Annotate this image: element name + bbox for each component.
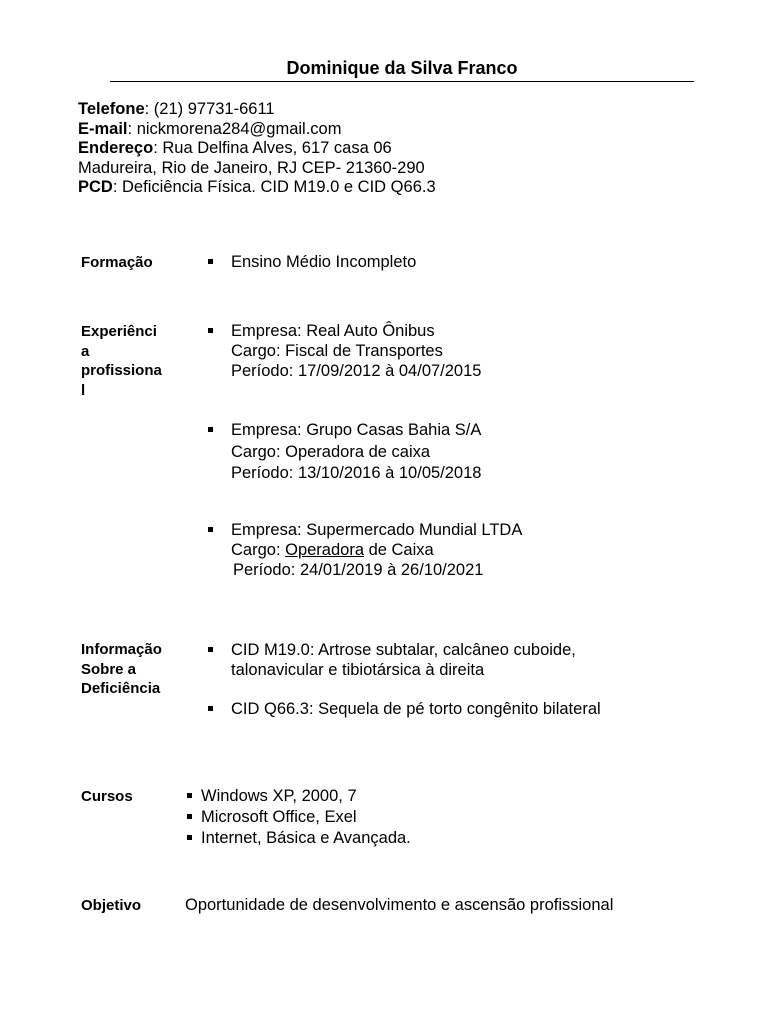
label-line: profissiona: [81, 362, 162, 379]
bullet-square-icon: [187, 793, 192, 798]
job-period: Período: 24/01/2019 à 26/10/2021: [233, 561, 484, 579]
list-item: [208, 252, 416, 272]
job-role-underlined: Operadora: [285, 541, 364, 559]
list-item: [187, 786, 411, 807]
section-label-objetivo: Objetivo: [81, 897, 142, 914]
list-item: [208, 520, 522, 540]
job-company: Empresa: Supermercado Mundial LTDA: [231, 521, 523, 539]
objetivo-text: Oportunidade de desenvolvimento e ascensão profissional: [185, 896, 614, 914]
job-role: Cargo: Fiscal de Transportes: [231, 342, 443, 360]
bullet-square-icon: [208, 328, 213, 333]
bullet-square-icon: [187, 814, 192, 819]
list-item: [208, 640, 576, 660]
label-line: Informação: [81, 641, 162, 658]
formacao-list: [208, 252, 416, 272]
bullet-square-icon: [187, 835, 192, 840]
section-label-cursos: Cursos: [81, 788, 133, 805]
bullet-square-icon: [208, 527, 213, 532]
bullet-square-icon: [208, 259, 213, 264]
job-role-prefix: Cargo:: [231, 541, 286, 559]
job-role: [208, 540, 522, 560]
label-line: Deficiência: [81, 680, 161, 697]
list-item: [187, 828, 411, 849]
deficiency-item: [208, 640, 576, 680]
job-entry: [208, 520, 522, 580]
section-label-experiencia: [81, 322, 162, 400]
contact-info: [78, 100, 436, 198]
address-line2: Madureira, Rio de Janeiro, RJ CEP- 21360-290: [78, 158, 425, 177]
phone-row: [78, 100, 436, 120]
job-period: Período: 13/10/2016 à 10/05/2018: [231, 464, 482, 482]
email-value: : nickmorena284@gmail.com: [127, 119, 342, 138]
list-item: [208, 321, 481, 341]
pcd-label: PCD: [78, 178, 113, 197]
curso-item: Internet, Básica e Avançada.: [201, 829, 411, 847]
deficiency-item: [208, 699, 601, 719]
bullet-square-icon: [208, 706, 213, 711]
address-row: [78, 139, 436, 159]
bullet-square-icon: [208, 427, 213, 432]
job-company: Empresa: Real Auto Ônibus: [231, 322, 435, 340]
job-role: Cargo: Operadora de caixa: [231, 442, 431, 461]
deficiency-text: CID M19.0: Artrose subtalar, calcâneo cuboide,: [231, 641, 576, 659]
label-line: Experiênci: [81, 323, 157, 340]
pcd-row: [78, 178, 436, 198]
section-label-formacao: Formação: [81, 254, 153, 271]
job-company: Empresa: Grupo Casas Bahia S/A: [231, 421, 482, 439]
list-item: [187, 807, 411, 828]
email-label: E-mail: [78, 119, 128, 138]
job-role-suffix: de Caixa: [364, 541, 434, 559]
label-line: a: [81, 342, 90, 360]
job-entry: [208, 420, 481, 485]
phone-label: Telefone: [78, 100, 145, 118]
deficiency-text-continued: talonavicular e tibiotársica à direita: [231, 661, 485, 679]
section-label-deficiencia: [81, 640, 162, 699]
formacao-item: Ensino Médio Incompleto: [231, 253, 417, 271]
address-value: : Rua Delfina Alves, 617 casa 06: [153, 139, 392, 158]
label-line: Sobre a: [81, 660, 137, 678]
cursos-list: [187, 786, 411, 849]
label-line: l: [81, 381, 86, 399]
pcd-value: : Deficiência Física. CID M19.0 e CID Q66.3: [112, 178, 436, 197]
job-entry: [208, 321, 481, 381]
candidate-name: Dominique da Silva Franco: [286, 58, 518, 78]
curso-item: Windows XP, 2000, 7: [201, 787, 357, 805]
deficiency-text: CID Q66.3: Sequela de pé torto congênito bilateral: [231, 700, 601, 718]
address-label: Endereço: [78, 139, 154, 158]
list-item: [208, 699, 601, 719]
list-item: [208, 420, 481, 442]
job-period: Período: 17/09/2012 à 04/07/2015: [231, 362, 482, 380]
email-row: [78, 120, 436, 140]
phone-value: : (21) 97731-6611: [144, 100, 275, 118]
curso-item: Microsoft Office, Exel: [201, 808, 357, 826]
bullet-square-icon: [208, 647, 213, 652]
name-underline-rule: [110, 81, 694, 82]
